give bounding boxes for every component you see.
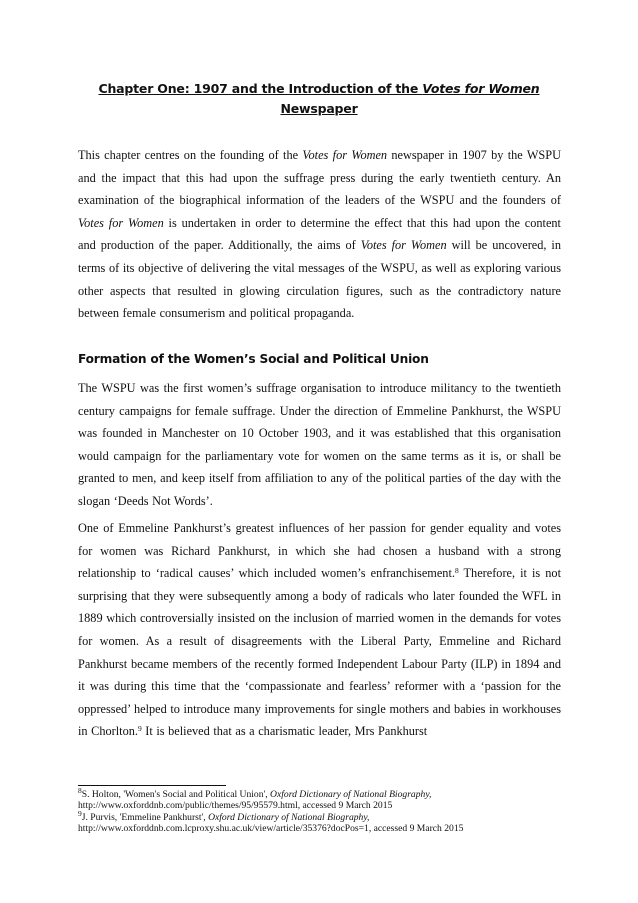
intro-italic-2: Votes for Women xyxy=(78,215,164,230)
chapter-title-line2: Newspaper xyxy=(280,101,358,116)
intro-text-3: is undertaken in order to determine the effect that this had upon the content and production of the paper. Additionally, the aims of xyxy=(78,215,561,253)
footnote-number: 8 xyxy=(78,786,82,795)
chapter-title-italic: Votes for Women xyxy=(422,81,540,96)
intro-text-1: This chapter centres on the founding of the xyxy=(78,148,303,162)
footnote-8-url[interactable]: http://www.oxforddnb.com/public/themes/95/95579.html, accessed 9 March 2015 xyxy=(78,800,393,812)
footnote-text: S. Holton, 'Women's Social and Political Union', xyxy=(81,789,271,800)
footnote-ref-8[interactable]: 8 xyxy=(454,566,459,576)
footnote-source: Oxford Dictionary of National Biography, xyxy=(208,811,370,823)
intro-text-4: will be uncovered, in terms of its objective of delivering the vital messages of the WSPU, as well as exploring various other aspects that resulted in glowing circulation figures, such as the contradictory nature between female consumerism and political propaganda. xyxy=(78,238,561,321)
footnote-8-line1 xyxy=(78,786,561,800)
footnote-text: J. Purvis, 'Emmeline Pankhurst', xyxy=(81,811,209,823)
footnotes xyxy=(78,786,561,835)
paragraph-3-text-3: It is believed that as a charismatic leader, Mrs Pankhurst xyxy=(141,724,428,739)
paragraph-3 xyxy=(78,517,561,743)
footnote-9-url[interactable]: http://www.oxforddnb.com.lcproxy.shu.ac.uk/view/article/35376?docPos=1, accessed 9 March 2015 xyxy=(78,823,464,835)
footnote-ref-9[interactable]: 9 xyxy=(137,724,142,734)
section-heading: Formation of the Women’s Social and Political Union xyxy=(78,352,429,366)
intro-text-2: newspaper in 1907 by the WSPU and the impact that this had upon the suffrage press during the early twentieth century. An examination of the biographical information of the leaders of the WSPU and the founders of xyxy=(78,148,561,208)
intro-italic-3: Votes for Women xyxy=(360,238,447,253)
paragraph-3-text-2: Therefore, it is not surprising that they were subsequently among a body of radicals who later founded the WFL in 1889 which controversially insisted on the inclusion of married women in the demands for votes for women. As a result of disagreements with the Liberal Party, Emmeline and Richard Pankhurst became members of the recently formed Independent Labour Party (ILP) in 1894 and it was during this time that the ‘compassionate and fearless’ reformer with a ‘passion for the oppressed’ helped to introduce many improvements for single mothers and babies in workhouses in Chorlton. xyxy=(78,566,561,739)
paragraph-3-text-1: One of Emmeline Pankhurst’s greatest influences of her passion for gender equality and votes for women was Richard Pankhurst, in which she had chosen a husband with a strong relationship to ‘radical causes’ which included women’s enfranchisement. xyxy=(78,521,561,581)
intro-paragraph xyxy=(78,144,561,325)
footnote-number: 9 xyxy=(78,808,82,818)
intro-italic-1: Votes for Women xyxy=(302,148,388,162)
chapter-title-prefix: Chapter One: 1907 and the Introduction of the xyxy=(98,81,423,96)
footnote-source: Oxford Dictionary of National Biography, xyxy=(270,789,432,800)
paragraph-2: The WSPU was the first women’s suffrage organisation to introduce militancy to the twentieth century campaigns for female suffrage. Under the direction of Emmeline Pankhurst, the WSPU was founded in Manchester on 10 October 1903, and it was established that this organisation would campaign for the parliamentary vote for women on the same terms as it is, or shall be granted to men, and keep itself from affiliation to any of the political parties of the day with the slogan ‘Deeds Not Words’. xyxy=(78,381,561,508)
footnote-separator xyxy=(78,785,226,786)
footnote-9-line1 xyxy=(78,808,561,823)
chapter-title xyxy=(78,79,560,119)
